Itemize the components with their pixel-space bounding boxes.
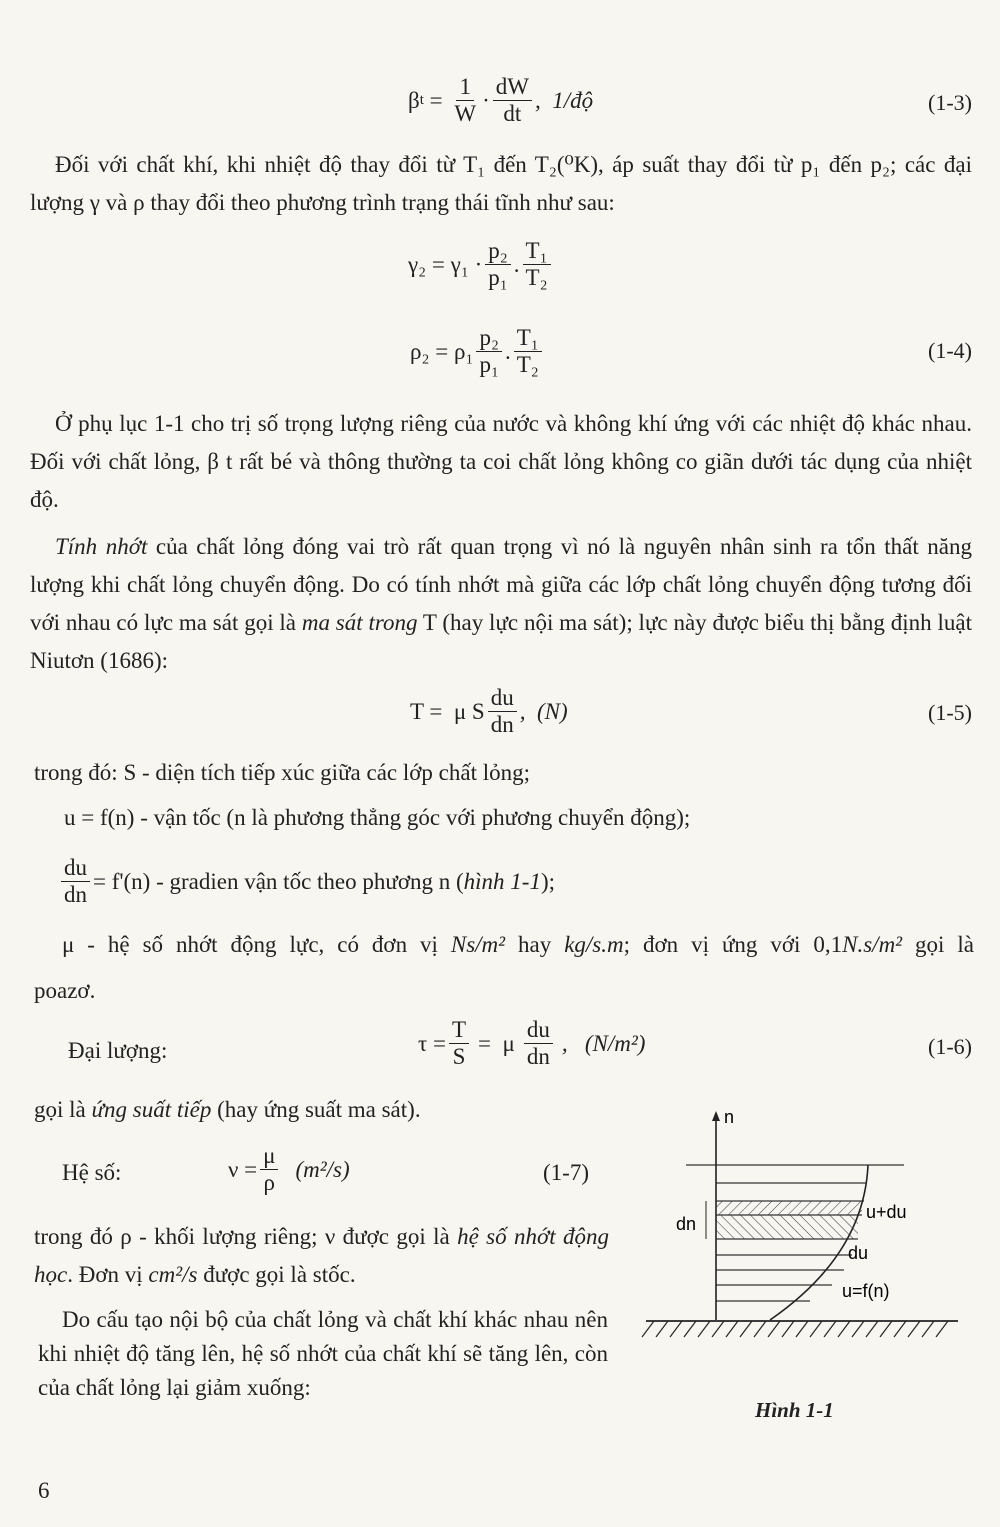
wall-hatch-line xyxy=(740,1321,752,1337)
kinematic-viscosity-paragraph xyxy=(34,1218,609,1294)
where-line-gradient xyxy=(58,855,555,909)
text-run: ; đơn vị ứng với 0,1 xyxy=(623,932,843,957)
term-shear-stress: ứng suất tiếp xyxy=(91,1097,212,1122)
denominator: ρ xyxy=(263,1170,276,1196)
term-kinematic-viscosity: hệ số nhớt động học xyxy=(34,1224,610,1287)
text-run: hay xyxy=(505,932,565,957)
equation-number: (1-6) xyxy=(928,1034,972,1059)
unit: Ns/m² xyxy=(450,932,506,957)
eq-dot: . xyxy=(505,338,511,364)
fraction xyxy=(523,238,551,292)
label-u-plus-du: u+du xyxy=(866,1202,907,1222)
eq-lhs: γ₂ = γ₁ · xyxy=(408,251,483,277)
wall-hatch-line xyxy=(642,1321,654,1337)
wall-hatch-line xyxy=(796,1321,808,1337)
eq-sub: t xyxy=(419,92,424,109)
text-run: trong đó ρ - khối lượng riêng; ν được gọi là xyxy=(34,1224,458,1249)
equation-1-5 xyxy=(410,685,568,739)
eq-lhs: β xyxy=(408,87,420,113)
mu-definition-end: poazơ. xyxy=(34,978,96,1003)
denominator: dt xyxy=(503,101,522,127)
text-run: gọi là xyxy=(902,932,974,957)
label-dn: dn xyxy=(676,1214,697,1234)
eq-sign: = xyxy=(423,87,449,113)
eq16-label: Đại lượng: xyxy=(68,1038,168,1063)
eq-dot: . xyxy=(513,251,520,277)
wall-hatch-line xyxy=(936,1321,948,1337)
denominator: T₂ xyxy=(525,265,548,291)
numerator: μ xyxy=(260,1143,278,1170)
denominator: S xyxy=(452,1044,466,1070)
wall-hatch-line xyxy=(880,1321,892,1337)
wall-hatch-line xyxy=(810,1321,822,1337)
wall-hatch-line xyxy=(754,1321,766,1337)
denominator: dn xyxy=(64,882,87,908)
label-u-fn: u=f(n) xyxy=(842,1281,890,1301)
eq-dot: · xyxy=(482,87,490,113)
equation-1-4-gamma xyxy=(408,238,554,292)
paragraph-appendix: Ở phụ lục 1-1 cho trị số trọng lượng riêng của nước và không khí ứng với các nhiệt độ khác nhau. Đối với chất lỏng, β t rất bé và thông thường ta coi chất lỏng không co giãn dưới tác dụng của nhiệt độ. xyxy=(30,411,972,512)
eq-lhs: ν = xyxy=(228,1156,258,1182)
text-run: T (hay lực nội ma sát); lực này được biểu thị bằng định luật Niutơn (1686): xyxy=(30,610,972,673)
wall-hatch-line xyxy=(698,1321,710,1337)
denominator: T₂ xyxy=(516,352,539,378)
figure-caption: Hình 1-1 xyxy=(755,1398,834,1422)
fraction xyxy=(488,685,517,739)
numerator: T xyxy=(449,1017,469,1044)
unit: N.s/m² xyxy=(842,932,903,957)
eq-lhs: τ = xyxy=(418,1030,446,1056)
equation-number: (1-7) xyxy=(543,1160,589,1185)
fraction xyxy=(514,325,542,379)
wall-hatch-line xyxy=(922,1321,934,1337)
fraction xyxy=(485,238,511,292)
mu-definition xyxy=(62,932,974,958)
numerator: T₁ xyxy=(514,325,542,352)
numerator: T₁ xyxy=(523,238,551,265)
unit: cm²/s xyxy=(148,1262,198,1287)
paragraph-gas-state: Đối với chất khí, khi nhiệt độ thay đổi từ T₁ đến T₂(⁰K), áp suất thay đổi từ p₁ đến p₂; các đại lượng γ và ρ thay đổi theo phương trình trạng thái tĩnh như sau: xyxy=(30,152,972,215)
wall-hatch-line xyxy=(670,1321,682,1337)
eq-lhs: T = μ S xyxy=(410,698,485,724)
figure-velocity-profile xyxy=(640,1105,970,1355)
label-du: du xyxy=(848,1243,869,1263)
wall-hatch-line xyxy=(838,1321,850,1337)
denominator: W xyxy=(454,101,477,127)
temperature-viscosity-paragraph: Do cấu tạo nội bộ của chất lỏng và chất khí khác nhau nên khi nhiệt độ tăng lên, hệ số nhớt của chất khí sẽ tăng lên, còn của chất lỏng lại giảm xuống: xyxy=(38,1307,608,1400)
where-line-u: u = f(n) - vận tốc (n là phương thẳng góc với phương chuyển động); xyxy=(64,805,691,830)
figure-reference: hình 1-1 xyxy=(463,868,541,894)
text-run: gọi là xyxy=(34,1097,92,1122)
shear-stress-line xyxy=(34,1097,421,1123)
paragraph-viscosity xyxy=(30,528,972,680)
fraction xyxy=(476,325,502,379)
term-internal-friction: ma sát trong xyxy=(301,610,418,635)
wall-hatch-line xyxy=(684,1321,696,1337)
numerator: p₂ xyxy=(485,238,511,265)
text-run: (hay ứng suất ma sát). xyxy=(211,1097,421,1122)
numerator: dW xyxy=(493,74,532,101)
numerator: du xyxy=(524,1017,553,1044)
text-run: = f'(n) - gradien vận tốc theo phương n ( xyxy=(93,868,464,894)
text-run: . Đơn vị xyxy=(67,1262,149,1287)
numerator: 1 xyxy=(456,74,474,101)
fraction xyxy=(260,1143,278,1197)
wall-hatch-line xyxy=(712,1321,724,1337)
equation-number: (1-4) xyxy=(928,338,972,363)
text-run: μ - hệ số nhớt động lực, có đơn vị xyxy=(62,932,451,957)
fraction xyxy=(449,1017,469,1071)
numerator: du xyxy=(61,855,90,882)
axis-arrow xyxy=(712,1111,720,1121)
where-line-s: trong đó: S - diện tích tiếp xúc giữa các lớp chất lỏng; xyxy=(34,760,531,785)
fraction xyxy=(493,74,532,128)
eq-unit: , 1/độ xyxy=(534,87,594,113)
eq-lhs: ρ₂ = ρ₁ xyxy=(410,338,474,364)
equation-1-3 xyxy=(408,74,593,128)
wall-hatch-line xyxy=(908,1321,920,1337)
wall-hatch-line xyxy=(656,1321,668,1337)
text-run: ); xyxy=(540,868,556,894)
axis-label-n: n xyxy=(724,1107,735,1127)
wall-hatch-line xyxy=(782,1321,794,1337)
equation-number: (1-3) xyxy=(928,90,972,115)
numerator: p₂ xyxy=(476,325,502,352)
wall-hatch-line xyxy=(768,1321,780,1337)
eq-mid: = μ xyxy=(478,1030,515,1056)
fraction xyxy=(524,1017,553,1071)
numerator: du xyxy=(488,685,517,712)
denominator: p₁ xyxy=(479,352,499,378)
denominator: dn xyxy=(526,1044,550,1070)
wall-hatching xyxy=(642,1321,948,1337)
fraction xyxy=(61,855,90,909)
eq-unit: , (N/m²) xyxy=(561,1030,646,1056)
equation-1-4-rho xyxy=(410,325,545,379)
page-number: 6 xyxy=(38,1478,50,1503)
upper-fluid-layer xyxy=(716,1201,862,1215)
wall-hatch-line xyxy=(824,1321,836,1337)
eq-unit: , (N) xyxy=(519,698,568,724)
wall-hatch-line xyxy=(894,1321,906,1337)
wall-hatch-line xyxy=(852,1321,864,1337)
wall-hatch-line xyxy=(726,1321,738,1337)
unit: kg/s.m xyxy=(564,932,624,957)
wall-hatch-line xyxy=(866,1321,878,1337)
eq-unit: (m²/s) xyxy=(295,1156,350,1182)
equation-1-6 xyxy=(418,1017,645,1071)
equation-1-7 xyxy=(228,1143,350,1197)
denominator: p₁ xyxy=(488,265,508,291)
lower-fluid-layer xyxy=(716,1215,858,1239)
denominator: dn xyxy=(490,712,514,738)
text-run: được gọi là stốc. xyxy=(197,1262,356,1287)
term-viscosity: Tính nhớt xyxy=(55,534,148,559)
text-run: của chất lỏng đóng vai trò rất quan trọng vì nó là nguyên nhân sinh ra tổn thất năng lượng khi chất lỏng chuyển động. Do có tính nhớt mà giữa các lớp chất lỏng chuyển động tương đối với nhau có lực ma sát gọi là xyxy=(30,534,972,635)
fraction xyxy=(451,74,479,128)
equation-number: (1-5) xyxy=(928,700,972,725)
eq17-label: Hệ số: xyxy=(62,1160,122,1185)
